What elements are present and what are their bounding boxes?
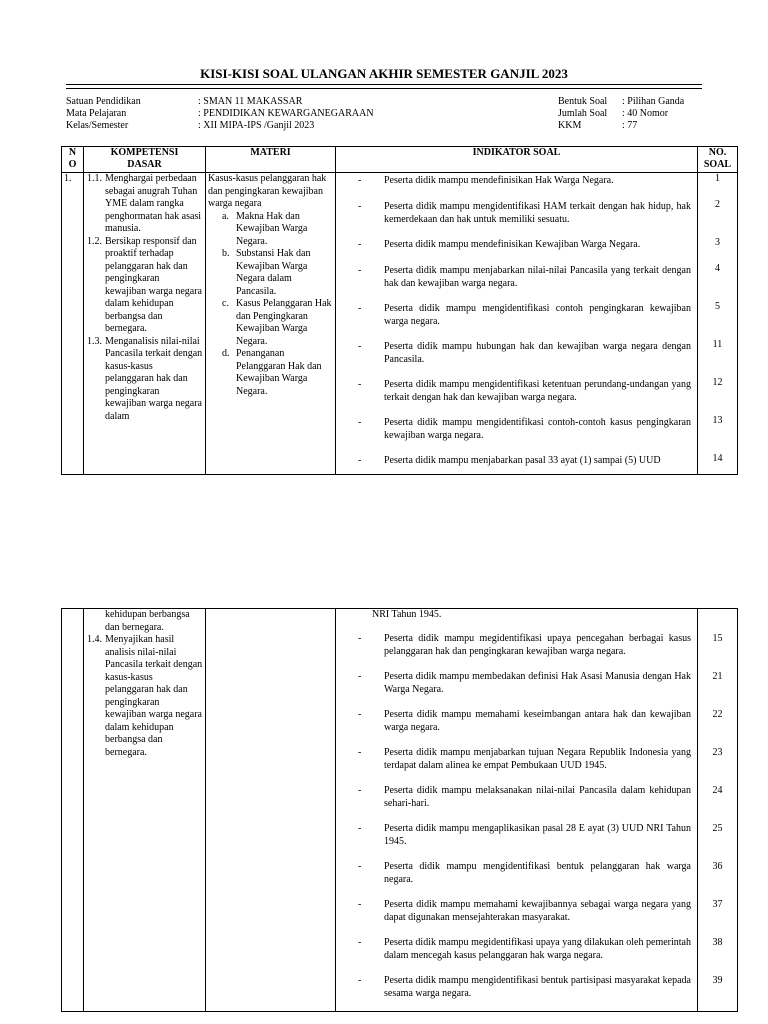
dash: - bbox=[358, 671, 362, 682]
indicator-item bbox=[338, 975, 695, 1005]
dash: - bbox=[358, 265, 362, 276]
kd-num: 1.1. bbox=[87, 173, 102, 184]
soal-number: 13 bbox=[712, 415, 723, 426]
info-label: KKM bbox=[558, 120, 582, 131]
materi-letter: d. bbox=[222, 348, 230, 359]
kd-text: Menyajikan hasil analisis nilai-nilai Pancasila terkait dengan kasus-kasus pelanggaran hak dan pengingkaran kewajiban warga negara dalam kehidupan berbangsa dan bernegara. bbox=[105, 634, 203, 758]
header-no-line1: N bbox=[68, 147, 77, 158]
materi-text: Makna Hak dan Kewajiban Warga Negara. bbox=[236, 210, 308, 247]
indicator-item bbox=[338, 937, 695, 975]
indicator-item bbox=[338, 899, 695, 937]
indicator-text: Peserta didik mampu menjabarkan tujuan Negara Republik Indonesia yang terdapat dalam alinea ke empat Pembukaan UUD 1945. bbox=[384, 747, 691, 771]
dash: - bbox=[358, 975, 362, 986]
header-no bbox=[62, 147, 84, 173]
kd-continued-text: kehidupan berbangsa dan bernegara. bbox=[105, 609, 190, 633]
dash: - bbox=[358, 175, 362, 186]
header-kompetensi bbox=[84, 147, 206, 173]
kd-item bbox=[86, 634, 203, 759]
indicator-item bbox=[338, 633, 695, 671]
soal-number: 21 bbox=[712, 671, 723, 682]
soal-number: 3 bbox=[715, 237, 720, 248]
soal-number-cell bbox=[698, 609, 738, 1012]
materi-cell-empty bbox=[206, 609, 336, 1012]
soal-number: 24 bbox=[712, 785, 723, 796]
indicator-item bbox=[338, 265, 695, 303]
materi-item bbox=[208, 211, 333, 249]
indicator-text: Peserta didik mampu mendefinisikan Hak Warga Negara. bbox=[384, 175, 614, 186]
materi-letter: a. bbox=[222, 210, 229, 222]
indicator-item bbox=[338, 709, 695, 747]
soal-number: 23 bbox=[712, 747, 723, 758]
indicator-item bbox=[338, 785, 695, 823]
info-label: Kelas/Semester bbox=[66, 120, 129, 131]
indicator-continued-text: NRI Tahun 1945. bbox=[372, 609, 442, 620]
soal-number: 11 bbox=[712, 339, 723, 350]
kd-item bbox=[86, 173, 203, 236]
kd-item bbox=[86, 236, 203, 336]
soal-number: 36 bbox=[712, 861, 723, 872]
info-value: : 77 bbox=[622, 120, 638, 131]
soal-number: 37 bbox=[712, 899, 723, 910]
dash: - bbox=[358, 633, 362, 644]
soal-number: 14 bbox=[712, 453, 723, 464]
header-no-line2: O bbox=[68, 159, 77, 170]
row-number: 1. bbox=[62, 173, 84, 475]
soal-number: 38 bbox=[712, 937, 723, 948]
indicator-item bbox=[338, 379, 695, 417]
dash: - bbox=[358, 239, 362, 250]
dash: - bbox=[358, 709, 362, 720]
dash: - bbox=[358, 823, 362, 834]
row-number-empty bbox=[62, 609, 84, 1012]
soal-number: 12 bbox=[712, 377, 723, 388]
kd-text: Menghargai perbedaan sebagai anugrah Tuhan YME dalam rangka penghormatan hak asasi manusia. bbox=[105, 173, 202, 234]
indicator-item bbox=[338, 417, 695, 455]
soal-number: 39 bbox=[712, 975, 723, 986]
materi-cell bbox=[206, 173, 336, 475]
info-label: Jumlah Soal bbox=[558, 108, 608, 119]
indikator-cell bbox=[336, 173, 698, 475]
indicator-text: Peserta didik mampu mengidentifikasi contoh pengingkaran kewajiban warga negara. bbox=[384, 303, 691, 327]
indicator-text: Peserta didik mampu mengidentifikasi bentuk partisipasi masyarakat kepada sesama warga negara. bbox=[384, 975, 691, 999]
soal-number: 5 bbox=[715, 301, 720, 312]
dash: - bbox=[358, 303, 362, 314]
indicator-text: Peserta didik mampu hubungan hak dan kewajiban warga negara dengan Pancasila. bbox=[384, 341, 691, 365]
title-rule-thick bbox=[66, 84, 702, 85]
indicator-text: Peserta didik mampu membedakan definisi Hak Asasi Manusia dengan Hak Warga Negara. bbox=[384, 671, 691, 695]
indicator-text: Peserta didik mampu menjabarkan nilai-nilai Pancasila yang terkait dengan hak dan kewajiban warga negara. bbox=[384, 265, 691, 289]
header-materi: MATERI bbox=[206, 147, 336, 173]
info-value: : SMAN 11 MAKASSAR bbox=[198, 96, 303, 107]
dash: - bbox=[358, 341, 362, 352]
header-kd-line2: DASAR bbox=[127, 159, 162, 170]
materi-letter: b. bbox=[222, 248, 230, 259]
kd-num: 1.3. bbox=[87, 335, 102, 347]
materi-intro: Kasus-kasus pelanggaran hak dan pengingkaran kewajiban warga negara bbox=[208, 173, 327, 209]
materi-text: Penanganan Pelanggaran Hak dan Kewajiban Warga Negara. bbox=[236, 348, 322, 397]
indicator-item bbox=[338, 671, 695, 709]
table-row bbox=[62, 609, 738, 1012]
header-indikator: INDIKATOR SOAL bbox=[336, 147, 698, 173]
indicator-item bbox=[338, 455, 695, 469]
info-value: : PENDIDIKAN KEWARGANEGARAAN bbox=[198, 108, 374, 119]
kd-text: Bersikap responsif dan proaktif terhadap pelanggaran hak dan pengingkaran kewajiban warga negara dalam kehidupan berbangsa dan bernegara. bbox=[105, 235, 202, 334]
indicator-item bbox=[338, 341, 695, 379]
dash: - bbox=[358, 899, 362, 910]
indicator-item bbox=[338, 303, 695, 341]
header-no-soal bbox=[698, 147, 738, 173]
grid-table-page2 bbox=[61, 608, 738, 1012]
soal-number: 2 bbox=[715, 199, 720, 210]
dash: - bbox=[358, 785, 362, 796]
table-header-row bbox=[62, 147, 738, 173]
soal-number: 22 bbox=[712, 709, 723, 720]
soal-number-cell bbox=[698, 173, 738, 475]
indicator-text: Peserta didik mampu mengidentifikasi bentuk pelanggaran hak warga negara. bbox=[384, 861, 691, 885]
soal-number: 15 bbox=[712, 633, 723, 644]
dash: - bbox=[358, 937, 362, 948]
indicator-item bbox=[338, 175, 695, 201]
indicator-text: Peserta didik mampu mengidentifikasi ketentuan perundang-undangan yang terkait dengan hak dan kewajiban warga negara. bbox=[384, 379, 691, 403]
materi-item bbox=[208, 348, 333, 398]
dash: - bbox=[358, 201, 362, 212]
indicator-item bbox=[338, 747, 695, 785]
indikator-cell bbox=[336, 609, 698, 1012]
indicator-item bbox=[338, 861, 695, 899]
indicator-text: Peserta didik mampu mendefinisikan Kewajiban Warga Negara. bbox=[384, 239, 641, 250]
document-title: KISI-KISI SOAL ULANGAN AKHIR SEMESTER GANJIL 2023 bbox=[200, 66, 568, 81]
info-value: : XII MIPA-IPS /Ganjil 2023 bbox=[198, 120, 315, 131]
kd-num: 1.2. bbox=[87, 235, 102, 247]
header-soal-line2: SOAL bbox=[703, 159, 732, 170]
indicator-text: Peserta didik mampu menjabarkan pasal 33 ayat (1) sampai (5) UUD bbox=[384, 455, 661, 466]
header-soal-line1: NO. bbox=[708, 147, 727, 158]
info-label: Mata Pelajaran bbox=[66, 108, 127, 119]
kompetensi-cell bbox=[84, 609, 206, 1012]
soal-number-spacer bbox=[700, 609, 735, 633]
info-value: : Pilihan Ganda bbox=[622, 96, 685, 107]
soal-number: 1 bbox=[715, 173, 720, 184]
indicator-text: Peserta didik mampu memahami kewajibannya sebagai warga negara yang dapat digunakan mensejahterakan masyarakat. bbox=[384, 899, 691, 923]
indicator-item bbox=[338, 823, 695, 861]
dash: - bbox=[358, 747, 362, 758]
dash: - bbox=[358, 861, 362, 872]
info-right bbox=[558, 96, 684, 132]
indicator-text: Peserta didik mampu melaksanakan nilai-nilai Pancasila dalam kehidupan sehari-hari. bbox=[384, 785, 691, 809]
indicator-text: Peserta didik mampu memahami keseimbangan antara hak dan kewajiban warga negara. bbox=[384, 709, 691, 733]
table-row bbox=[62, 173, 738, 475]
dash: - bbox=[358, 379, 362, 390]
kd-text: Menganalisis nilai-nilai Pancasila terkait dengan kasus-kasus pelanggaran hak dan pengingkaran kewajiban warga negara dalam bbox=[105, 335, 203, 422]
indicator-text: Peserta didik mampu megidentifikasi upaya pencegahan berbagai kasus pelanggaran hak dan pengingkaran kewajiban warga negara. bbox=[384, 633, 691, 657]
materi-letter: c. bbox=[222, 298, 229, 309]
grid-table-page1 bbox=[61, 146, 738, 475]
info-label: Satuan Pendidikan bbox=[66, 96, 141, 107]
indicator-text: Peserta didik mampu mengidentifikasi contoh-contoh kasus pengingkaran kewajiban warga negara. bbox=[384, 417, 691, 441]
indicator-item bbox=[338, 201, 695, 239]
soal-number: 4 bbox=[715, 263, 720, 274]
dash: - bbox=[358, 417, 362, 428]
indicator-item bbox=[338, 239, 695, 265]
indicator-text: Peserta didik mampu mengaplikasikan pasal 28 E ayat (3) UUD NRI Tahun 1945. bbox=[384, 823, 691, 847]
info-left bbox=[66, 96, 374, 132]
kompetensi-cell bbox=[84, 173, 206, 475]
materi-item bbox=[208, 248, 333, 298]
materi-text: Substansi Hak dan Kewajiban Warga Negara dalam Pancasila. bbox=[236, 248, 311, 297]
materi-text: Kasus Pelanggaran Hak dan Pengingkaran Kewajiban Warga Negara. bbox=[236, 298, 332, 347]
kd-item bbox=[86, 336, 203, 424]
info-label: Bentuk Soal bbox=[558, 96, 608, 107]
indicator-text: Peserta didik mampu mengidentifikasi HAM terkait dengan hak hidup, hak kemerdekaan dan hak untuk memiliki sesuatu. bbox=[384, 201, 691, 225]
soal-number: 25 bbox=[712, 823, 723, 834]
title-rule-thin bbox=[66, 88, 702, 89]
kd-num: 1.4. bbox=[87, 634, 102, 645]
header-kd-line1: KOMPETENSI bbox=[110, 147, 179, 158]
indicator-text: Peserta didik mampu megidentifikasi upaya yang dilakukan oleh pemerintah dalam mencegah kasus pelanggaran hak warga negara. bbox=[384, 937, 691, 961]
dash: - bbox=[358, 455, 362, 466]
materi-item bbox=[208, 298, 333, 348]
info-value: : 40 Nomor bbox=[622, 108, 669, 119]
